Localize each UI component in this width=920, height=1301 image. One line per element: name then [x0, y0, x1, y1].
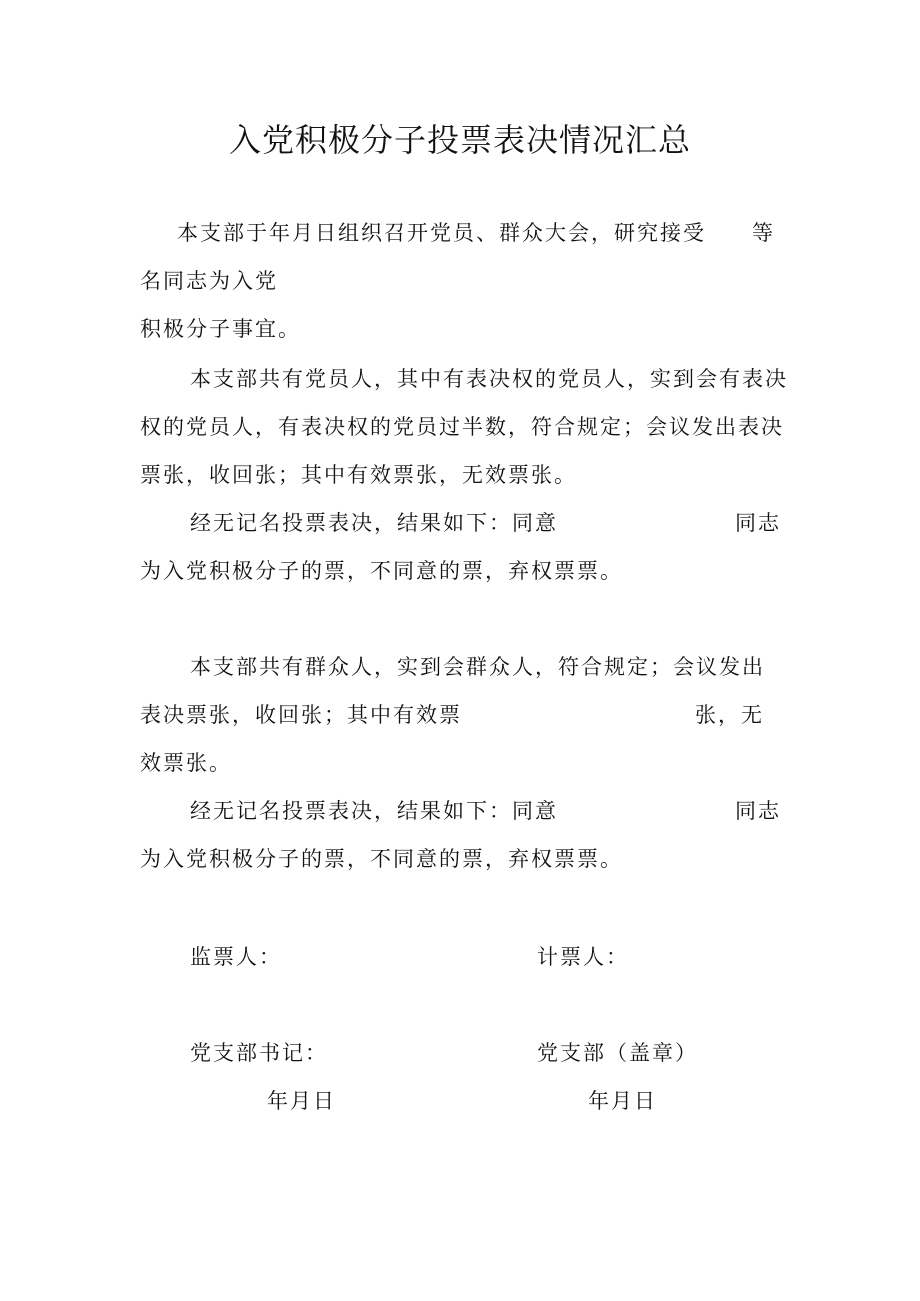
para3-line2: 为入党积极分子的票，不同意的票，弃权票票。: [140, 559, 623, 583]
para2-line1: 本支部共有党员人，其中有表决权的党员人，实到会有表决: [190, 367, 788, 391]
para4-line2-end: 张，无: [695, 703, 764, 727]
para5-line1-end: 同志: [735, 799, 781, 823]
monitor-label: 监票人：: [190, 945, 282, 969]
para4-line2: 表决票张，收回张；其中有效票: [140, 703, 462, 727]
para1-line1: 本支部于年月日组织召开党员、群众大会，研究接受: [177, 221, 706, 245]
branch-seal-label: 党支部（盖章）: [537, 1041, 698, 1065]
para1-line2: 名同志为入党: [140, 269, 278, 293]
para4-line1: 本支部共有群众人，实到会群众人，符合规定；会议发出: [190, 655, 765, 679]
para5-line1: 经无记名投票表决，结果如下：同意: [190, 799, 558, 823]
para3-line1: 经无记名投票表决，结果如下：同意: [190, 511, 558, 535]
para5-line2: 为入党积极分子的票，不同意的票，弃权票票。: [140, 847, 623, 871]
para1-line3: 积极分子事宜。: [140, 317, 301, 341]
para2-line3: 票张，收回张；其中有效票张，无效票张。: [140, 463, 577, 487]
counter-label: 计票人：: [537, 945, 629, 969]
para3-line1-end: 同志: [735, 511, 781, 535]
date-right: 年月日: [588, 1089, 657, 1113]
page-title: 入党积极分子投票表决情况汇总: [228, 121, 691, 159]
para2-line2: 权的党员人，有表决权的党员过半数，符合规定；会议发出表决: [140, 415, 784, 439]
para1-line1-end: 等: [752, 221, 775, 245]
date-left: 年月日: [267, 1089, 336, 1113]
secretary-label: 党支部书记：: [190, 1041, 328, 1065]
para4-line3: 效票张。: [140, 751, 232, 775]
